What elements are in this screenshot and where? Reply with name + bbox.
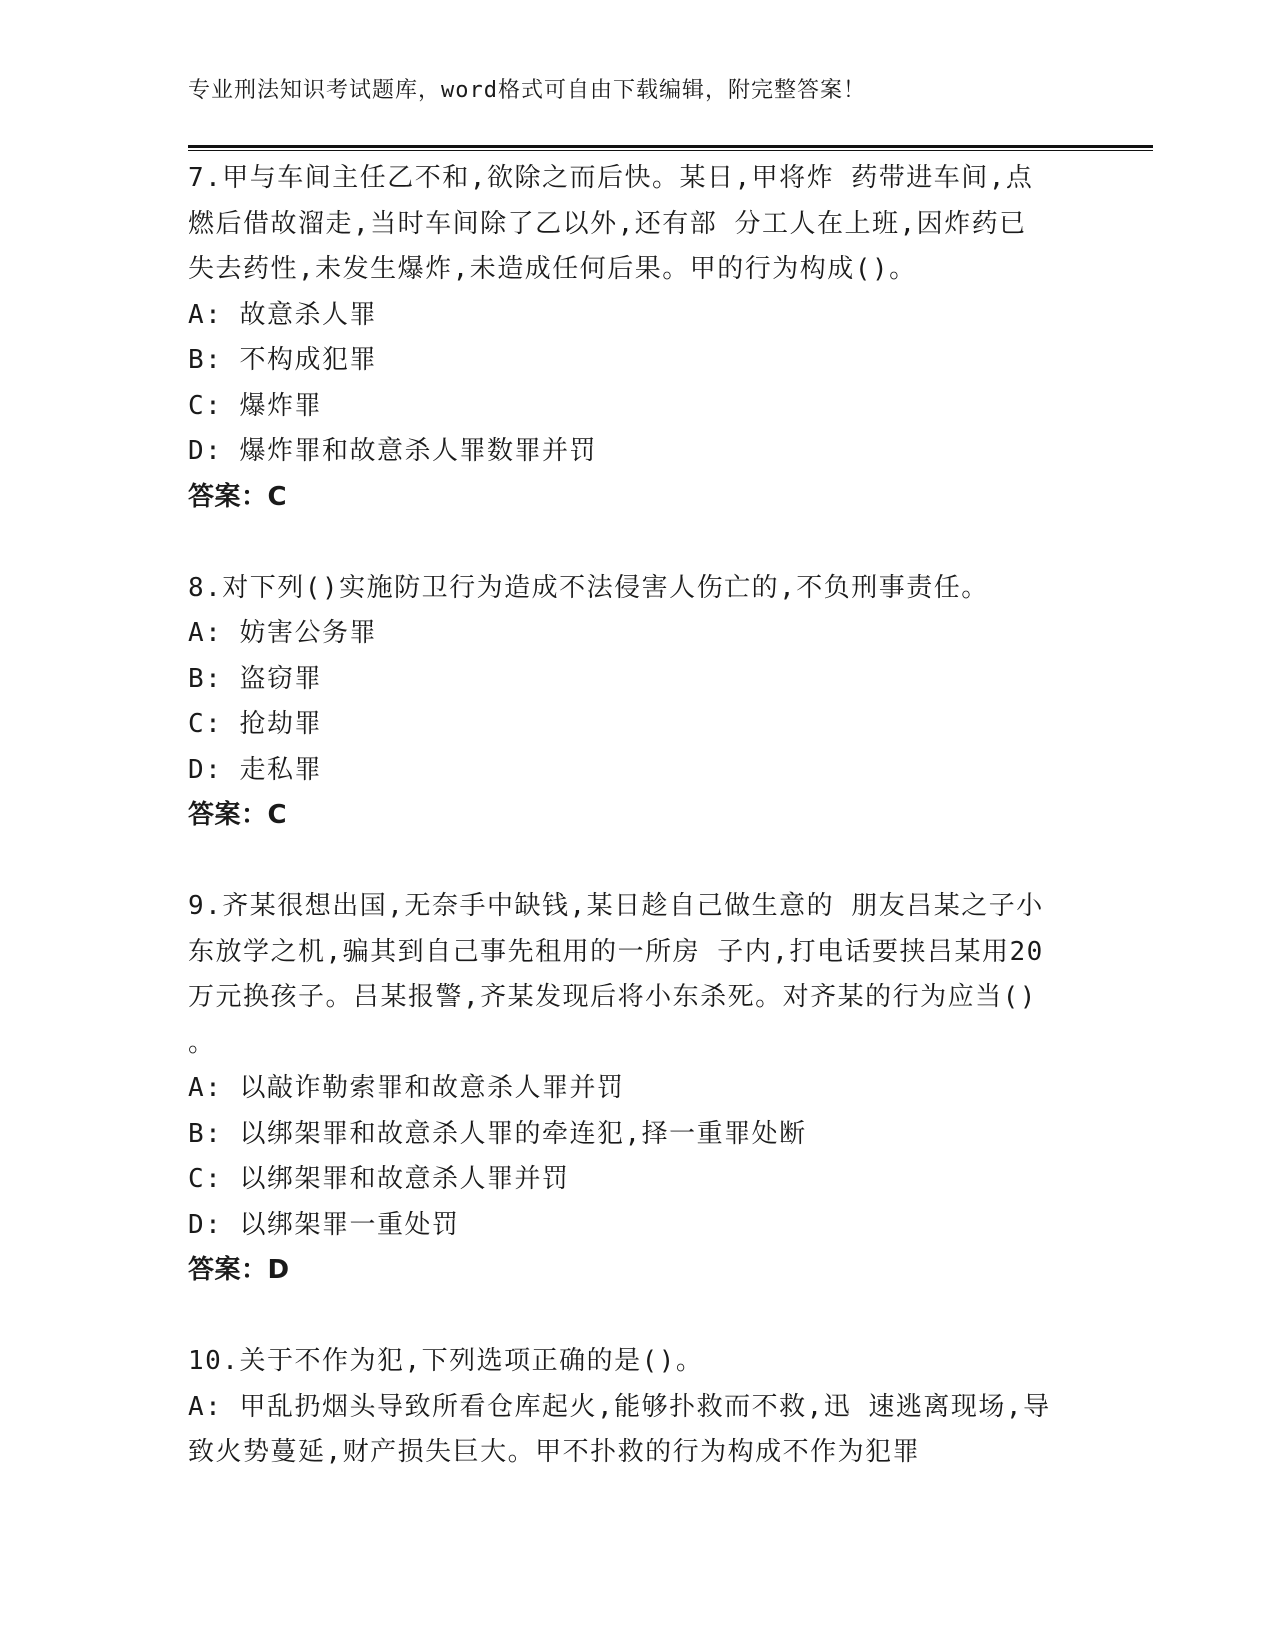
option-d: D: 爆炸罪和故意杀人罪数罪并罚 <box>188 436 597 466</box>
answer-text: 答案：C <box>188 481 288 512</box>
option-d: D: 走私罪 <box>188 754 322 785</box>
option-a-continued: 致火势蔓延,财产损失巨大。甲不扑救的行为构成不作为犯罪 <box>188 1437 921 1467</box>
option-c: C: 以绑架罪和故意杀人罪并罚 <box>188 1164 570 1194</box>
question-stem-line: 9.齐某很想出国,无奈手中缺钱,某日趁自己做生意的 朋友吕某之子小 <box>188 891 1044 921</box>
question-list <box>188 156 1088 1521</box>
option-d: D: 以绑架罪一重处罚 <box>188 1209 460 1240</box>
option-b: B: 盗窃罪 <box>188 663 322 694</box>
header-divider <box>188 145 1153 151</box>
question-10 <box>188 1339 1088 1476</box>
question-stem-line: 8.对下列()实施防卫行为造成不法侵害人伤亡的,不负刑事责任。 <box>188 572 989 603</box>
option-b: B: 不构成犯罪 <box>188 345 377 375</box>
question-9 <box>188 884 1088 1294</box>
option-a: A: 甲乱扔烟头导致所看仓库起火,能够扑救而不救,迅 速逃离现场,导 <box>188 1391 1051 1422</box>
question-8 <box>188 566 1088 839</box>
option-c: C: 抢劫罪 <box>188 709 322 739</box>
option-a: A: 以敲诈勒索罪和故意杀人罪并罚 <box>188 1073 625 1103</box>
answer-text: 答案：C <box>188 800 288 830</box>
question-stem-line: 7.甲与车间主任乙不和,欲除之而后快。某日,甲将炸 药带进车间,点 <box>188 163 1034 193</box>
question-stem-line: 万元换孩子。吕某报警,齐某发现后将小东杀死。对齐某的行为应当() <box>188 982 1037 1012</box>
question-7 <box>188 156 1088 520</box>
option-a: A: 妨害公务罪 <box>188 618 377 648</box>
question-stem-line: 。 <box>188 1027 216 1058</box>
page-header: 专业刑法知识考试题库，word格式可自由下载编辑，附完整答案！ <box>188 78 866 103</box>
option-a: A: 故意杀人罪 <box>188 299 377 330</box>
question-stem-line: 10.关于不作为犯,下列选项正确的是()。 <box>188 1346 704 1376</box>
question-stem-line: 失去药性,未发生爆炸,未造成任何后果。甲的行为构成()。 <box>188 254 917 284</box>
question-stem-line: 燃后借故溜走,当时车间除了乙以外,还有部 分工人在上班,因炸药已 <box>188 208 1027 239</box>
question-stem-line: 东放学之机,骗其到自己事先租用的一所房 子内,打电话要挟吕某用20 <box>188 936 1044 967</box>
answer-text: 答案：D <box>188 1255 290 1285</box>
option-c: C: 爆炸罪 <box>188 390 322 421</box>
option-b: B: 以绑架罪和故意杀人罪的牵连犯,择一重罪处断 <box>188 1118 807 1149</box>
